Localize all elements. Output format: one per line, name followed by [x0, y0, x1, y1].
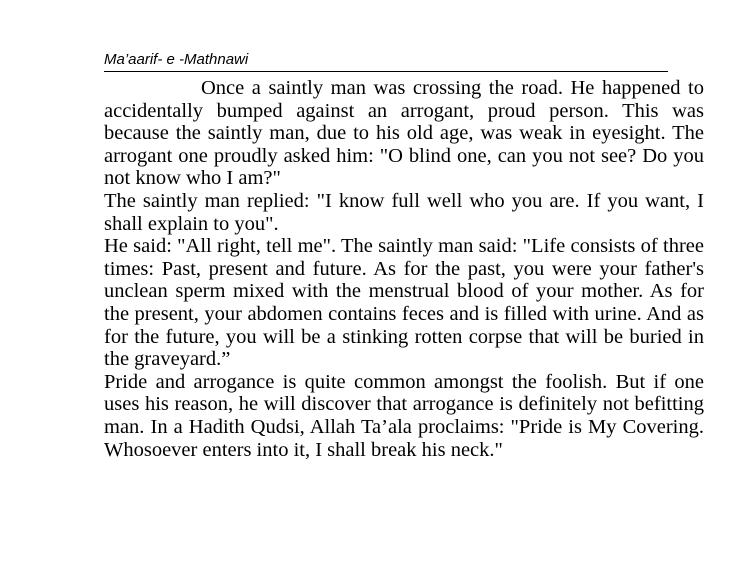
paragraph-3: He said: "All right, tell me". The saintly man said: "Life consists of three times: Past, present and future. As for the past, you were your father's unclean sperm mixed with the menstrual blood of your mother. As for the present, your abdomen contains feces and is filled with urine. And as for the future, you will be a stinking rotten corpse that will be buried in the graveyard.”: [104, 235, 704, 371]
paragraph-4: Pride and arrogance is quite common amongst the foolish. But if one uses his reason, he will discover that arrogance is definitely not befitting man. In a Hadith Qudsi, Allah Ta’ala proclaims: "Pride is My Covering. Whosoever enters into it, I shall break his neck.": [104, 370, 704, 461]
paragraph-2: The saintly man replied: "I know full well who you are. If you want, I shall explain to you".: [104, 189, 704, 235]
running-header: Ma’aarif- e -Mathnawi: [104, 51, 249, 68]
body-text: [104, 77, 704, 461]
header-rule: [104, 71, 668, 72]
paragraph-1: Once a saintly man was crossing the road. He happened to accidentally bumped against an arrogant, proud person. This was because the saintly man, due to his old age, was weak in eyesight. The arrogant one proudly asked him: "O blind one, can you not see? Do you not know who I am?": [104, 77, 704, 190]
